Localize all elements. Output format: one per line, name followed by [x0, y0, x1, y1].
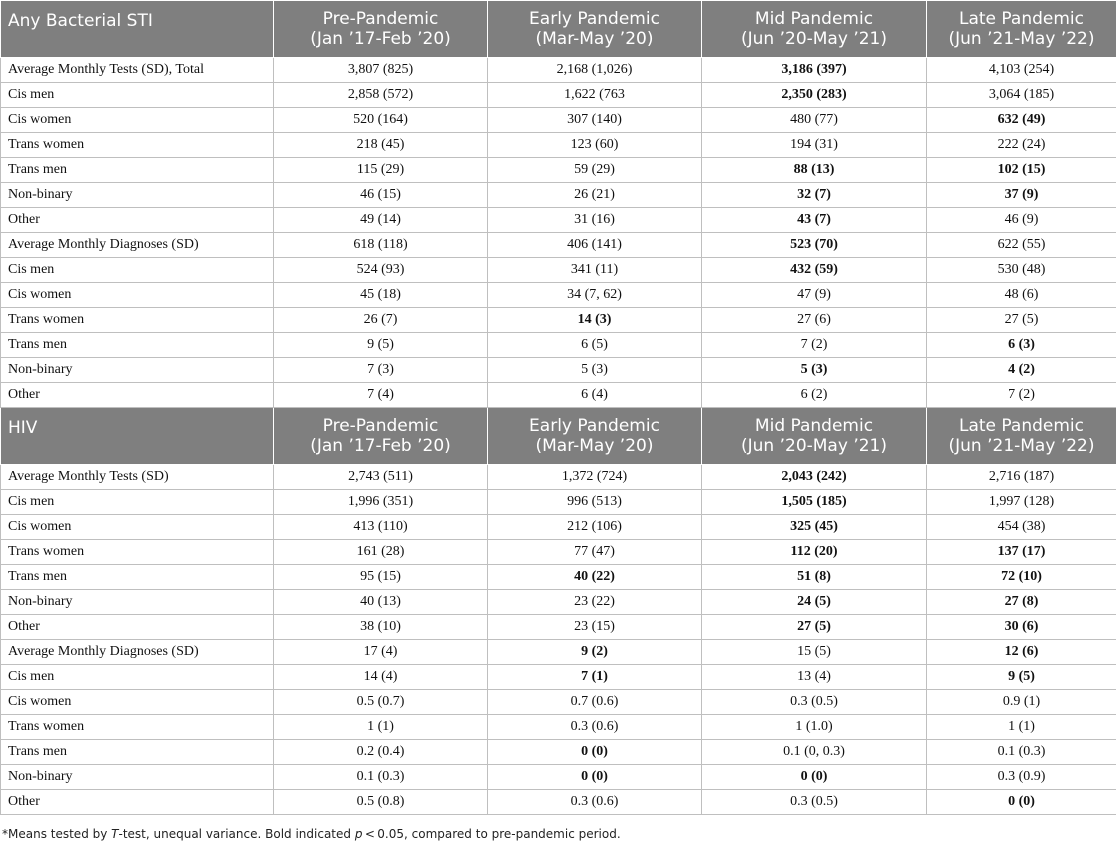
row-label: Cis men: [1, 258, 274, 283]
row-label: Cis men: [1, 83, 274, 108]
table-row: [1, 690, 1116, 715]
table-cell: 7 (4): [274, 383, 488, 408]
table-row: [1, 108, 1116, 133]
table-cell: 0.7 (0.6): [488, 690, 702, 715]
table-cell: 454 (38): [927, 515, 1116, 540]
table-cell: 406 (141): [488, 233, 702, 258]
table-row: [1, 490, 1116, 515]
row-label: Other: [1, 383, 274, 408]
table-cell: 0.5 (0.7): [274, 690, 488, 715]
column-header-period: Late Pandemic: [959, 416, 1084, 436]
table-cell: 46 (15): [274, 183, 488, 208]
table-cell: 0.2 (0.4): [274, 740, 488, 765]
table-cell: 0.3 (0.5): [702, 790, 927, 815]
table-cell: 194 (31): [702, 133, 927, 158]
section-header-row: [1, 1, 1116, 58]
row-label: Average Monthly Tests (SD): [1, 465, 274, 490]
table-cell: 4 (2): [927, 358, 1116, 383]
table-row: [1, 233, 1116, 258]
table-cell: 1,505 (185): [702, 490, 927, 515]
table-row: [1, 615, 1116, 640]
table-cell: 7 (1): [488, 665, 702, 690]
table-row: [1, 258, 1116, 283]
row-label: Other: [1, 790, 274, 815]
table-row: [1, 565, 1116, 590]
column-header: [274, 1, 488, 58]
table-cell: 1,372 (724): [488, 465, 702, 490]
table-cell: 5 (3): [702, 358, 927, 383]
section-header-row: [1, 408, 1116, 465]
table-cell: 6 (5): [488, 333, 702, 358]
row-label: Trans women: [1, 715, 274, 740]
column-header-dates: (Jun ’20-May ’21): [741, 436, 887, 456]
table-cell: 2,350 (283): [702, 83, 927, 108]
row-label: Trans women: [1, 308, 274, 333]
table-cell: 38 (10): [274, 615, 488, 640]
footnote-middle: -test, unequal variance. Bold indicated: [118, 827, 355, 841]
table-cell: 0.3 (0.5): [702, 690, 927, 715]
row-label: Trans men: [1, 565, 274, 590]
table-row: [1, 208, 1116, 233]
results-table-body: [1, 1, 1116, 815]
table-row: [1, 515, 1116, 540]
column-header-period: Early Pandemic: [529, 416, 660, 436]
table-cell: 5 (3): [488, 358, 702, 383]
footnote-prefix: *Means tested by: [2, 827, 112, 841]
table-cell: 59 (29): [488, 158, 702, 183]
table-cell: 432 (59): [702, 258, 927, 283]
table-cell: 2,716 (187): [927, 465, 1116, 490]
table-cell: 46 (9): [927, 208, 1116, 233]
table-cell: 996 (513): [488, 490, 702, 515]
table-cell: 0.5 (0.8): [274, 790, 488, 815]
table-cell: 3,807 (825): [274, 58, 488, 83]
table-cell: 32 (7): [702, 183, 927, 208]
table-row: [1, 183, 1116, 208]
column-header-period: Pre-Pandemic: [322, 9, 439, 29]
column-header-dates: (Jun ’21-May ’22): [948, 436, 1095, 456]
table-row: [1, 308, 1116, 333]
table-cell: 480 (77): [702, 108, 927, 133]
column-header-period: Early Pandemic: [529, 9, 660, 29]
table-cell: 45 (18): [274, 283, 488, 308]
table-row: [1, 158, 1116, 183]
table-cell: 0 (0): [702, 765, 927, 790]
table-cell: 341 (11): [488, 258, 702, 283]
table-cell: 0.3 (0.6): [488, 715, 702, 740]
table-row: [1, 133, 1116, 158]
column-header: [488, 1, 702, 58]
table-row: [1, 715, 1116, 740]
table-cell: 49 (14): [274, 208, 488, 233]
table-cell: 6 (3): [927, 333, 1116, 358]
table-cell: 115 (29): [274, 158, 488, 183]
section-title: HIV: [1, 408, 274, 465]
table-cell: 0.1 (0, 0.3): [702, 740, 927, 765]
table-row: [1, 540, 1116, 565]
table-cell: 2,043 (242): [702, 465, 927, 490]
column-header: [274, 408, 488, 465]
table-cell: 14 (4): [274, 665, 488, 690]
table-cell: 7 (2): [702, 333, 927, 358]
table-cell: 530 (48): [927, 258, 1116, 283]
row-label: Trans men: [1, 333, 274, 358]
footnote-suffix: < 0.05, compared to pre-pandemic period.: [362, 827, 621, 841]
table-cell: 12 (6): [927, 640, 1116, 665]
table-cell: 7 (3): [274, 358, 488, 383]
table-cell: 102 (15): [927, 158, 1116, 183]
table-row: [1, 283, 1116, 308]
table-cell: 0.3 (0.6): [488, 790, 702, 815]
table-row: [1, 58, 1116, 83]
table-cell: 13 (4): [702, 665, 927, 690]
footnote-p-italic: p: [354, 827, 363, 841]
table-cell: 40 (22): [488, 565, 702, 590]
table-row: [1, 383, 1116, 408]
row-label: Trans men: [1, 158, 274, 183]
table-cell: 3,186 (397): [702, 58, 927, 83]
row-label: Trans men: [1, 740, 274, 765]
column-header-dates: (Jun ’20-May ’21): [741, 29, 887, 49]
table-cell: 0.3 (0.9): [927, 765, 1116, 790]
table-cell: 6 (4): [488, 383, 702, 408]
table-cell: 212 (106): [488, 515, 702, 540]
table-cell: 1 (1): [274, 715, 488, 740]
footnote-t-italic: T: [111, 827, 119, 841]
table-cell: 161 (28): [274, 540, 488, 565]
table-cell: 27 (8): [927, 590, 1116, 615]
table-cell: 222 (24): [927, 133, 1116, 158]
table-row: [1, 333, 1116, 358]
table-cell: 622 (55): [927, 233, 1116, 258]
table-cell: 9 (5): [927, 665, 1116, 690]
table-cell: 0.9 (1): [927, 690, 1116, 715]
table-row: [1, 765, 1116, 790]
row-label: Average Monthly Tests (SD), Total: [1, 58, 274, 83]
column-header-dates: (Jan ’17-Feb ’20): [310, 436, 451, 456]
row-label: Cis men: [1, 490, 274, 515]
row-label: Other: [1, 208, 274, 233]
column-header-dates: (Mar-May ’20): [535, 29, 654, 49]
table-cell: 123 (60): [488, 133, 702, 158]
row-label: Non-binary: [1, 765, 274, 790]
column-header-dates: (Jun ’21-May ’22): [948, 29, 1095, 49]
table-cell: 40 (13): [274, 590, 488, 615]
table-cell: 632 (49): [927, 108, 1116, 133]
table-cell: 88 (13): [702, 158, 927, 183]
table-cell: 307 (140): [488, 108, 702, 133]
table-cell: 2,743 (511): [274, 465, 488, 490]
table-cell: 1 (1): [927, 715, 1116, 740]
section-title: Any Bacterial STI: [1, 1, 274, 58]
table-cell: 23 (15): [488, 615, 702, 640]
table-cell: 23 (22): [488, 590, 702, 615]
column-header-dates: (Jan ’17-Feb ’20): [310, 29, 451, 49]
table-cell: 77 (47): [488, 540, 702, 565]
table-cell: 27 (6): [702, 308, 927, 333]
table-row: [1, 790, 1116, 815]
table-cell: 137 (17): [927, 540, 1116, 565]
table-cell: 413 (110): [274, 515, 488, 540]
table-cell: 72 (10): [927, 565, 1116, 590]
column-header: [488, 408, 702, 465]
table-cell: 1,996 (351): [274, 490, 488, 515]
table-cell: 34 (7, 62): [488, 283, 702, 308]
table-cell: 325 (45): [702, 515, 927, 540]
column-header: [702, 408, 927, 465]
table-row: [1, 358, 1116, 383]
column-header: [927, 1, 1116, 58]
row-label: Cis women: [1, 283, 274, 308]
table-row: [1, 83, 1116, 108]
table-cell: 618 (118): [274, 233, 488, 258]
table-cell: 43 (7): [702, 208, 927, 233]
row-label: Trans women: [1, 540, 274, 565]
table-cell: 1,997 (128): [927, 490, 1116, 515]
table-cell: 0 (0): [927, 790, 1116, 815]
table-cell: 4,103 (254): [927, 58, 1116, 83]
table-cell: 0 (0): [488, 765, 702, 790]
table-cell: 2,858 (572): [274, 83, 488, 108]
table-cell: 523 (70): [702, 233, 927, 258]
table-cell: 9 (5): [274, 333, 488, 358]
table-cell: 2,168 (1,026): [488, 58, 702, 83]
table-cell: 17 (4): [274, 640, 488, 665]
column-header: [927, 408, 1116, 465]
row-label: Other: [1, 615, 274, 640]
row-label: Non-binary: [1, 183, 274, 208]
table-cell: 26 (7): [274, 308, 488, 333]
table-cell: 9 (2): [488, 640, 702, 665]
table-cell: 37 (9): [927, 183, 1116, 208]
table-row: [1, 465, 1116, 490]
table-cell: 1,622 (763: [488, 83, 702, 108]
row-label: Cis women: [1, 690, 274, 715]
column-header-dates: (Mar-May ’20): [535, 436, 654, 456]
table-cell: 31 (16): [488, 208, 702, 233]
row-label: Average Monthly Diagnoses (SD): [1, 233, 274, 258]
table-cell: 14 (3): [488, 308, 702, 333]
table-row: [1, 740, 1116, 765]
column-header: [702, 1, 927, 58]
table-cell: 218 (45): [274, 133, 488, 158]
table-cell: 0.1 (0.3): [274, 765, 488, 790]
table-cell: 47 (9): [702, 283, 927, 308]
table-cell: 24 (5): [702, 590, 927, 615]
table-cell: 15 (5): [702, 640, 927, 665]
table-cell: 51 (8): [702, 565, 927, 590]
column-header-period: Pre-Pandemic: [322, 416, 439, 436]
table-cell: 524 (93): [274, 258, 488, 283]
table-cell: 95 (15): [274, 565, 488, 590]
table-row: [1, 590, 1116, 615]
table-cell: 0.1 (0.3): [927, 740, 1116, 765]
table-cell: 48 (6): [927, 283, 1116, 308]
row-label: Cis women: [1, 515, 274, 540]
row-label: Cis women: [1, 108, 274, 133]
table-cell: 520 (164): [274, 108, 488, 133]
column-header-period: Mid Pandemic: [754, 416, 874, 436]
table-cell: 112 (20): [702, 540, 927, 565]
table-cell: 27 (5): [702, 615, 927, 640]
table-cell: 1 (1.0): [702, 715, 927, 740]
table-cell: 6 (2): [702, 383, 927, 408]
row-label: Average Monthly Diagnoses (SD): [1, 640, 274, 665]
table-cell: 26 (21): [488, 183, 702, 208]
table-cell: 0 (0): [488, 740, 702, 765]
row-label: Trans women: [1, 133, 274, 158]
column-header-period: Late Pandemic: [959, 9, 1084, 29]
table-cell: 3,064 (185): [927, 83, 1116, 108]
table-cell: 30 (6): [927, 615, 1116, 640]
row-label: Cis men: [1, 665, 274, 690]
column-header-period: Mid Pandemic: [754, 9, 874, 29]
row-label: Non-binary: [1, 590, 274, 615]
table-footnote: [2, 826, 621, 842]
row-label: Non-binary: [1, 358, 274, 383]
table-cell: 7 (2): [927, 383, 1116, 408]
table-row: [1, 665, 1116, 690]
table-row: [1, 640, 1116, 665]
table-cell: 27 (5): [927, 308, 1116, 333]
